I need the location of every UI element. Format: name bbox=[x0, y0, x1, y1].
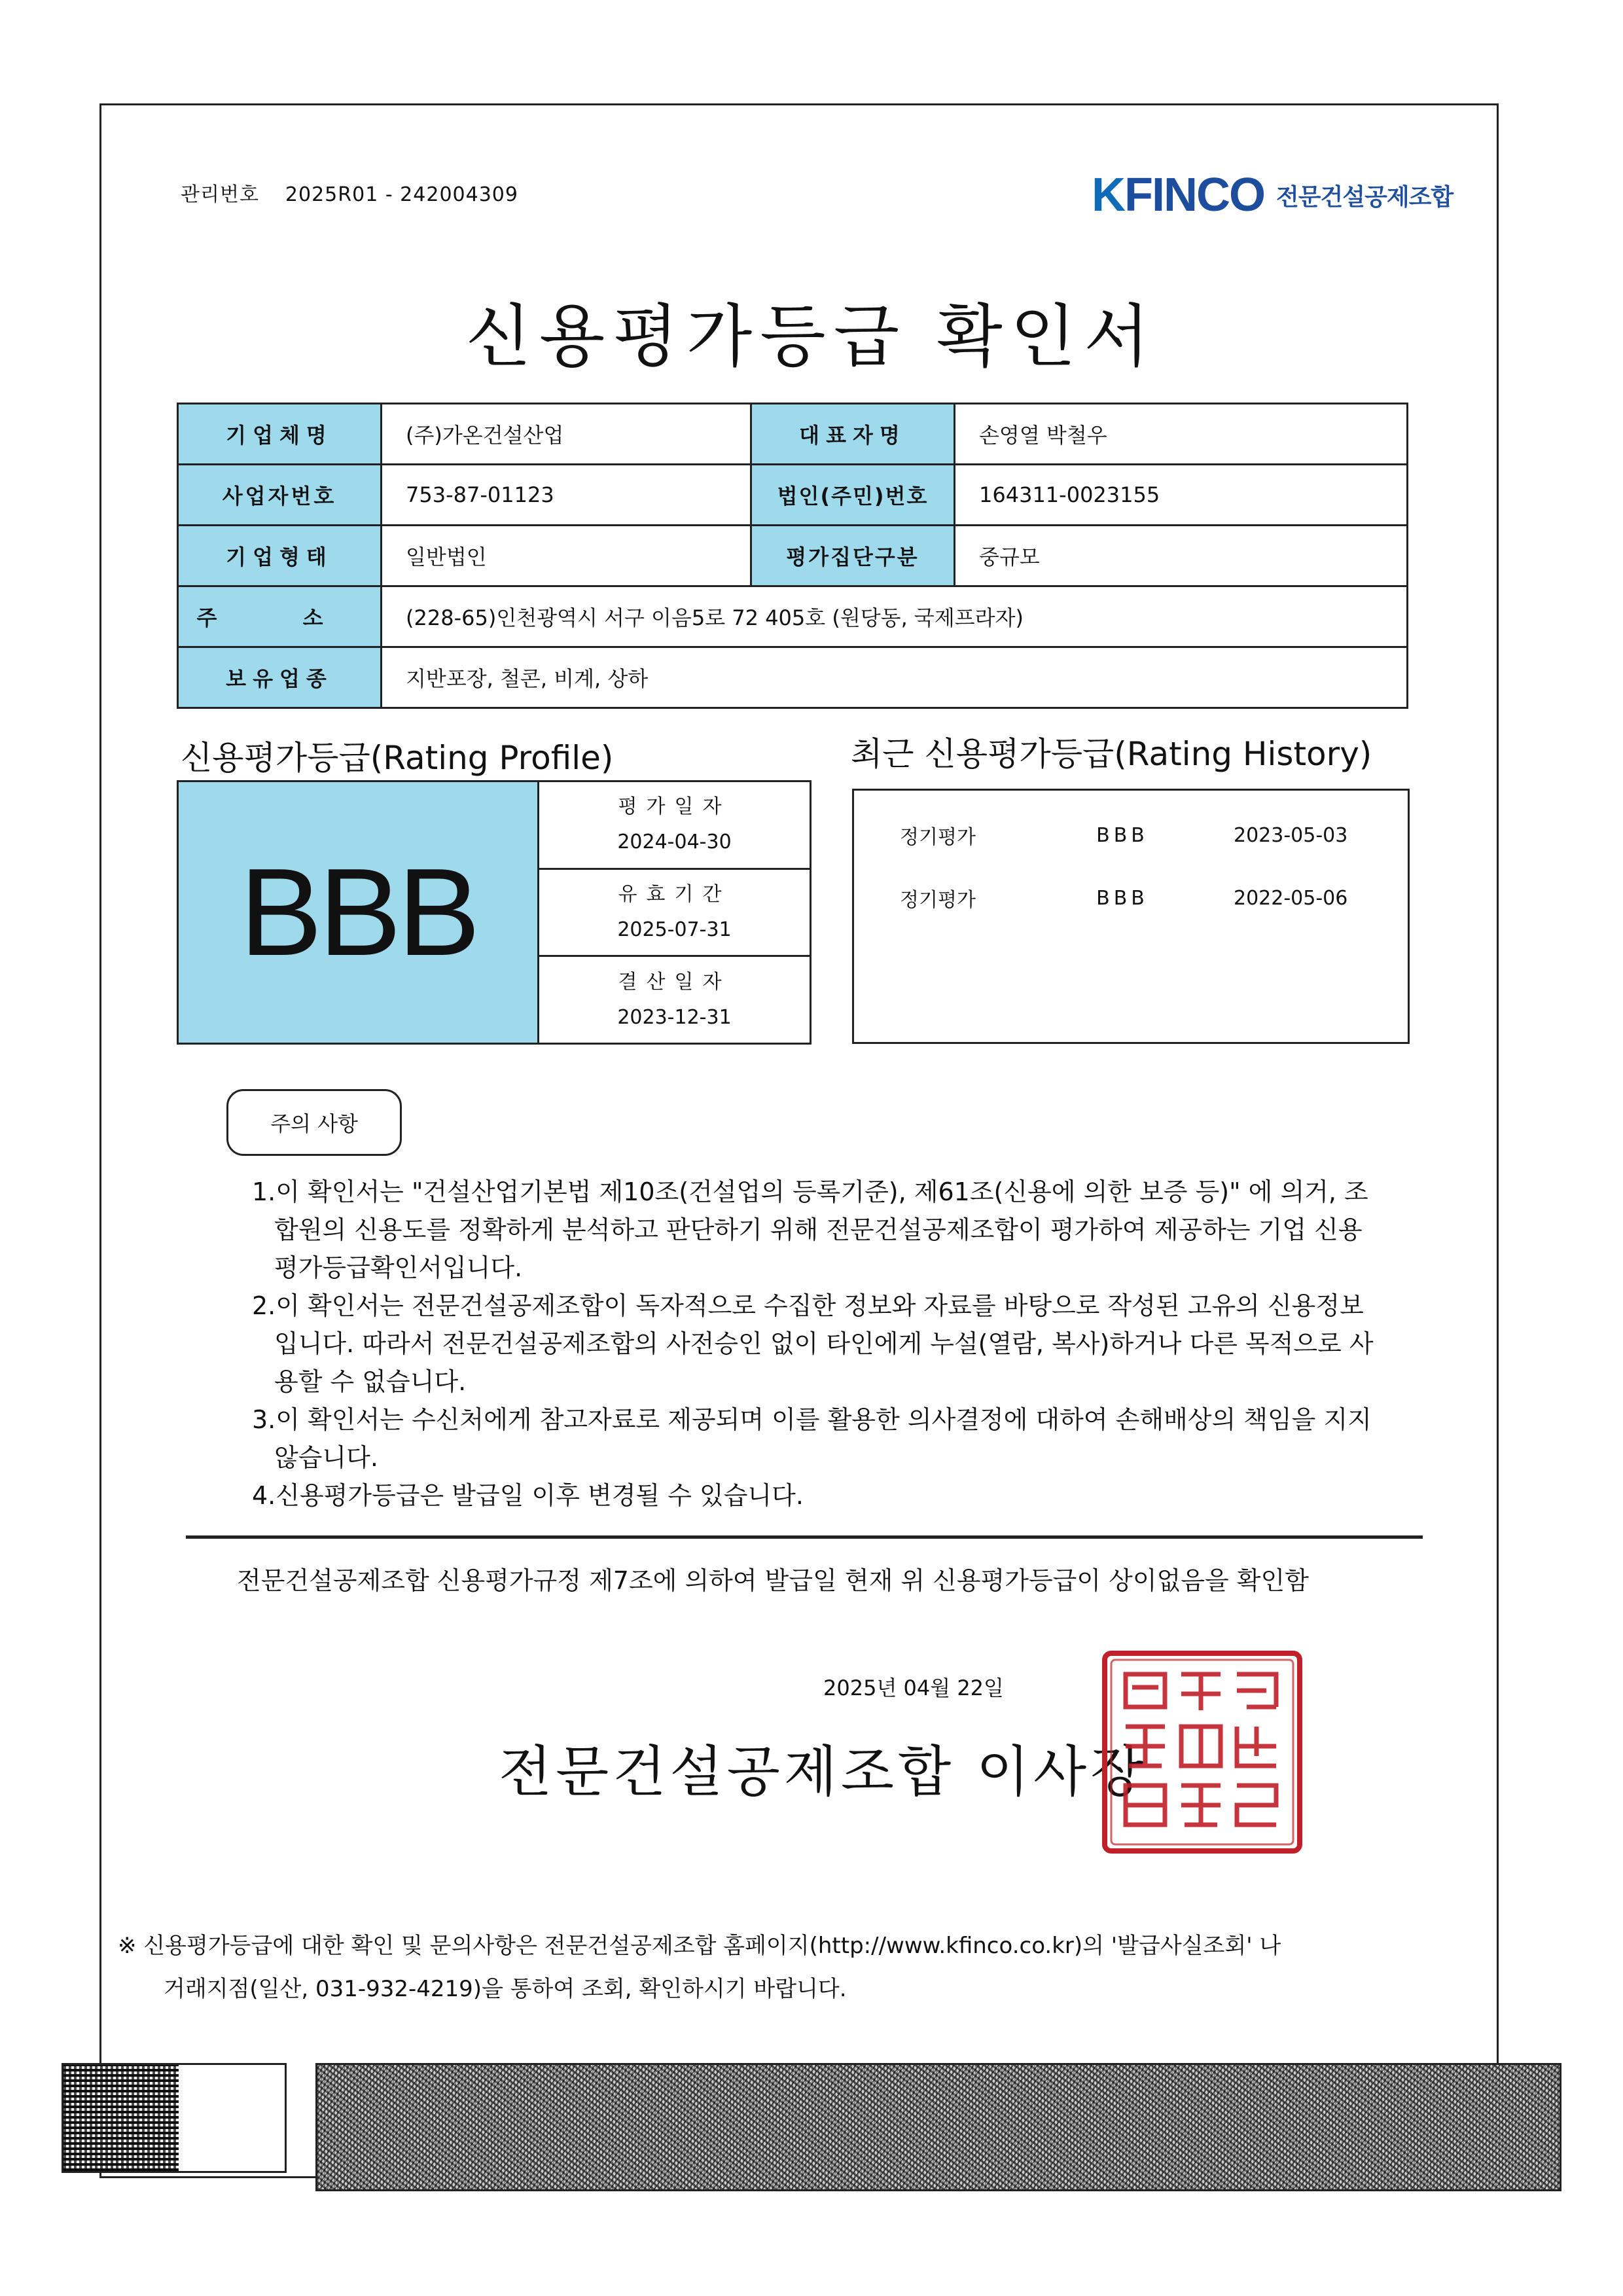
valid-period-label: 유효기간 bbox=[618, 883, 731, 906]
notice-item: 4.신용평가등급은 발급일 이후 변경될 수 있습니다. bbox=[252, 1481, 804, 1510]
official-seal bbox=[1099, 1648, 1305, 1856]
table-row bbox=[178, 404, 1408, 465]
footer-line: ※ 신용평가등급에 대한 확인 및 문의사항은 전문건설공제조합 홈페이지(http://www.kfinco.co.kr)의 '발급사실조회' 나 bbox=[118, 1933, 1281, 1959]
rating-profile-heading: 신용평가등급(Rating Profile) bbox=[181, 739, 614, 777]
management-number bbox=[181, 178, 544, 207]
business-number-label: 사업자번호 bbox=[178, 465, 382, 526]
rating-history-box bbox=[852, 789, 1410, 1044]
valid-period: 2025-07-31 bbox=[617, 918, 732, 941]
2d-barcode bbox=[315, 2063, 1561, 2191]
table-row bbox=[178, 586, 1408, 647]
management-number-value: 2025R01 - 242004309 bbox=[285, 183, 518, 206]
notice-item: 1.이 확인서는 "건설산업기본법 제10조(건설업의 등록기준), 제61조(신용에 의한 보증 등)" 에 의거, 조합원의 신용도를 정확하게 분석하고 판단하기 위해 전문건설공제조합이 평가하여 제공하는 기업 신용평가등급확인서입니다. bbox=[252, 1177, 1368, 1282]
logo-org-name: 전문건설공제조합 bbox=[1275, 183, 1454, 211]
settlement-date: 2023-12-31 bbox=[617, 1005, 732, 1029]
confirmation-text: 전문건설공제조합 신용평가규정 제7조에 의하여 발급일 현재 위 신용평가등급이 상이없음을 확인함 bbox=[237, 1566, 1309, 1595]
valid-period-cell bbox=[539, 870, 810, 958]
kfinco-logo bbox=[1092, 169, 1453, 221]
eval-date-cell bbox=[539, 782, 810, 870]
company-info-table bbox=[177, 403, 1408, 709]
history-date: 2023-05-03 bbox=[1234, 823, 1348, 847]
rating-dates bbox=[539, 782, 810, 1043]
business-number: 753-87-01123 bbox=[382, 465, 751, 526]
corporate-number-label: 법인(주민)번호 bbox=[751, 465, 955, 526]
rating-grade: BBB bbox=[179, 782, 539, 1043]
history-row bbox=[854, 804, 1408, 867]
table-row bbox=[178, 647, 1408, 708]
divider bbox=[186, 1535, 1423, 1539]
representative-label: 대표자명 bbox=[751, 404, 955, 465]
company-name: (주)가온건설산업 bbox=[382, 404, 751, 465]
notice-item: 3.이 확인서는 수신처에게 참고자료로 제공되며 이를 활용한 의사결정에 대하여 손해배상의 책임을 지지 않습니다. bbox=[252, 1405, 1372, 1472]
settlement-date-label: 결산일자 bbox=[618, 970, 731, 994]
industry-label: 보유업종 bbox=[178, 647, 382, 708]
corporate-number: 164311-0023155 bbox=[955, 465, 1408, 526]
address: (228-65)인천광역시 서구 이음5로 72 405호 (원당동, 국제프라자) bbox=[382, 586, 1408, 647]
qr-pattern bbox=[63, 2065, 179, 2171]
rating-profile-box bbox=[177, 780, 812, 1045]
notice-tag: 주의 사항 bbox=[226, 1089, 402, 1156]
qr-code bbox=[62, 2063, 287, 2173]
history-grade: BBB bbox=[1096, 886, 1149, 910]
history-type: 정기평가 bbox=[900, 889, 976, 912]
eval-date-label: 평가일자 bbox=[618, 795, 731, 819]
document-title: 신용평가등급 확인서 bbox=[465, 296, 1158, 376]
notice-list bbox=[252, 1173, 1378, 1515]
eval-group-label: 평가집단구분 bbox=[751, 526, 955, 586]
settlement-date-cell bbox=[539, 957, 810, 1043]
company-name-label: 기업체명 bbox=[178, 404, 382, 465]
issuer-name: 전문건설공제조합 이사장 bbox=[499, 1740, 1148, 1804]
history-type: 정기평가 bbox=[900, 826, 976, 849]
footer-note bbox=[118, 1924, 1427, 2011]
management-number-label: 관리번호 bbox=[181, 183, 259, 206]
company-type: 일반법인 bbox=[382, 526, 751, 586]
eval-group: 중규모 bbox=[955, 526, 1408, 586]
notice-item: 2.이 확인서는 전문건설공제조합이 독자적으로 수집한 정보와 자료를 바탕으로 작성된 고유의 신용정보입니다. 따라서 전문건설공제조합의 사전승인 없이 타인에게 누설(열람, 복사)하거나 다른 목적으로 사용할 수 없습니다. bbox=[252, 1291, 1374, 1396]
representative: 손영열 박철우 bbox=[955, 404, 1408, 465]
table-row bbox=[178, 526, 1408, 586]
company-type-label: 기업형태 bbox=[178, 526, 382, 586]
history-row bbox=[854, 867, 1408, 929]
table-row bbox=[178, 465, 1408, 526]
issue-date: 2025년 04월 22일 bbox=[823, 1676, 1004, 1700]
industry: 지반포장, 철콘, 비계, 상하 bbox=[382, 647, 1408, 708]
footer-line: 거래지점(일산, 031-932-4219)을 통하여 조회, 확인하시기 바랍니다. bbox=[164, 1976, 847, 2002]
history-grade: BBB bbox=[1096, 823, 1149, 847]
logo-mark: KFINCO bbox=[1092, 169, 1264, 221]
rating-history-heading: 최근 신용평가등급(Rating History) bbox=[851, 735, 1372, 773]
history-date: 2022-05-06 bbox=[1234, 886, 1348, 910]
eval-date: 2024-04-30 bbox=[617, 831, 732, 854]
address-label: 주 소 bbox=[178, 586, 382, 647]
